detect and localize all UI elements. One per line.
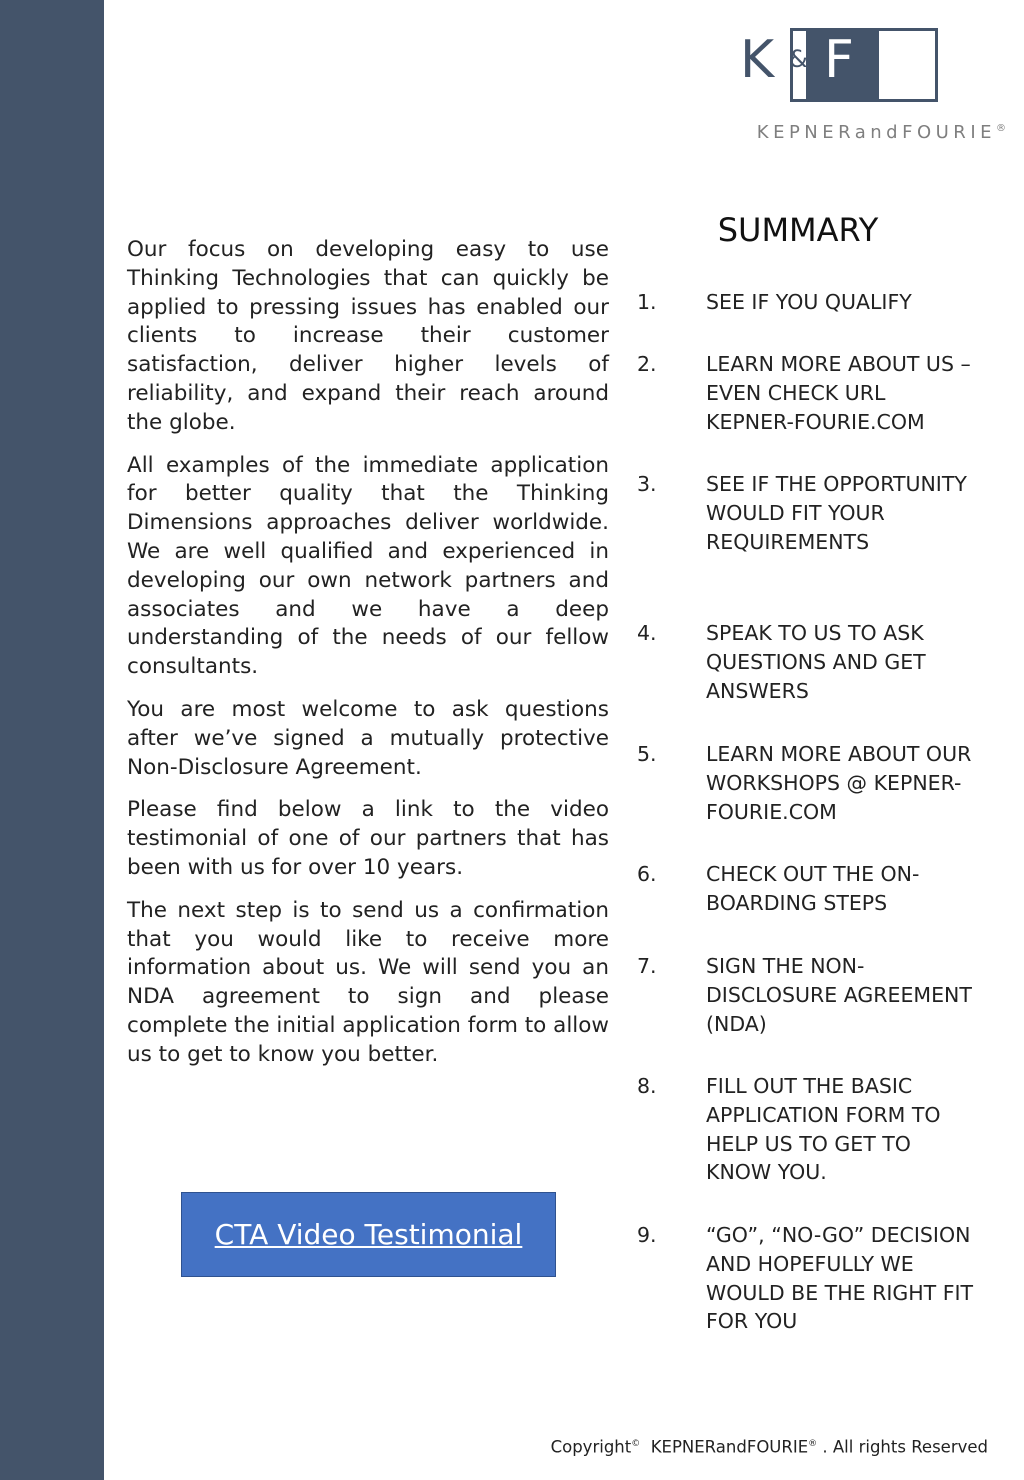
summary-item-text: SEE IF YOU QUALIFY: [706, 290, 912, 314]
summary-item-number: 4.: [637, 621, 657, 645]
summary-item-number: 9.: [637, 1223, 657, 1247]
summary-item-number: 7.: [637, 954, 657, 978]
body-paragraph: You are most welcome to ask questions after we’ve signed a mutually protective Non-Disclosure Agreement.: [127, 696, 609, 780]
logo-wordmark-text: KEPNERandFOURIE: [756, 122, 996, 143]
summary-item-number: 3.: [637, 472, 657, 496]
summary-item-number: 6.: [637, 862, 657, 886]
summary-item-text: SEE IF THE OPPORTUNITY WOULD FIT YOUR REQUIREMENTS: [706, 472, 967, 554]
footer-copyright: [520, 1432, 988, 1460]
summary-item-text: LEARN MORE ABOUT US – EVEN CHECK URL KEPNER-FOURIE.COM: [706, 352, 971, 434]
logo-ampersand: &: [789, 45, 808, 73]
company-logo: [734, 28, 1006, 152]
summary-item-number: 2.: [637, 352, 657, 376]
cta-video-testimonial-button[interactable]: [181, 1192, 556, 1277]
body-paragraph: The next step is to send us a confirmation that you would like to receive more information about us. We will send you an NDA agreement to sign and please complete the initial application form to allow us to get to know you better.: [127, 897, 610, 1067]
summary-item-text: “GO”, “NO-GO” DECISION AND HOPEFULLY WE WOULD BE THE RIGHT FIT FOR YOU: [706, 1223, 974, 1334]
logo-wordmark: [734, 122, 1006, 143]
footer-copyright-label: Copyright: [550, 1437, 632, 1457]
summary-item-number: 1.: [637, 290, 657, 314]
footer-company-name: KEPNERandFOURIE: [650, 1437, 809, 1457]
body-paragraph: Our focus on developing easy to use Thinking Technologies that can quickly be applied to pressing issues has enabled our clients to increase their customer satisfaction, deliver higher levels of reliability, and expand their reach around the globe.: [127, 237, 609, 435]
body-paragraph: All examples of the immediate application for better quality that the Thinking Dimensions approaches deliver worldwide. We are well qualified and experienced in developing our own network partners and associates and we have a deep understanding of the needs of our fellow consultants.: [127, 452, 609, 680]
side-bar: [0, 0, 104, 1480]
body-copy: [127, 236, 609, 1084]
footer-registered-mark: ®: [808, 1439, 818, 1449]
summary-item-number: 5.: [637, 742, 657, 766]
footer-copyright-mark: ©: [631, 1439, 641, 1449]
logo-registered-mark: ®: [996, 123, 1006, 134]
summary-item-text: LEARN MORE ABOUT OUR WORKSHOPS @ KEPNER-FOURIE.COM: [706, 742, 972, 824]
summary-item-text: SIGN THE NON-DISCLOSURE AGREEMENT (NDA): [706, 954, 972, 1036]
footer-rights-text: . All rights Reserved: [822, 1437, 988, 1457]
cta-video-testimonial-link[interactable]: CTA Video Testimonial: [214, 1217, 523, 1251]
logo-letter-f: F: [824, 30, 854, 90]
summary-item-number: 8.: [637, 1074, 657, 1098]
summary-item-text: CHECK OUT THE ON-BOARDING STEPS: [706, 862, 920, 915]
summary-title: SUMMARY: [717, 211, 879, 249]
summary-item-text: FILL OUT THE BASIC APPLICATION FORM TO HELP US TO GET TO KNOW YOU.: [706, 1074, 941, 1185]
summary-item-text: SPEAK TO US TO ASK QUESTIONS AND GET ANSWERS: [706, 621, 926, 703]
body-paragraph: Please find below a link to the video testimonial of one of our partners that has been with us for over 10 years.: [127, 797, 609, 880]
logo-letter-k: K: [740, 30, 775, 90]
